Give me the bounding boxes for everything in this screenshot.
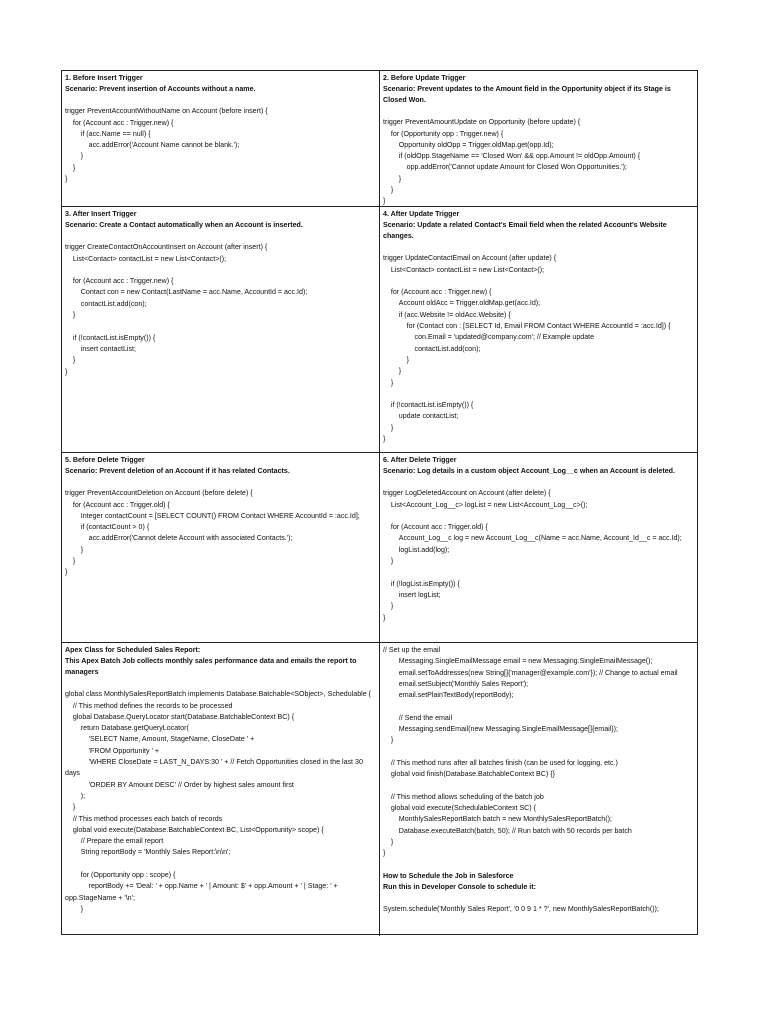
cell-heading: 6. After Delete Trigger Scenario: Log details in a custom object Account_Log__c when an Account is deleted. <box>383 456 675 475</box>
cell-heading: 1. Before Insert Trigger Scenario: Prevent insertion of Accounts without a name. <box>65 74 256 93</box>
cell-before-insert <box>62 71 380 206</box>
code-block: trigger PreventAccountDeletion on Account (before delete) { for (Account acc : Trigger.old) { Integer contactCount = [SELECT COUNT() FROM Contact WHERE AccountId = :acc.Id]; if (contactCount > 0) { acc.addError('Cannot delete Account with associated Contacts.'); } } } <box>65 489 360 577</box>
cell-heading: 5. Before Delete Trigger Scenario: Prevent deletion of an Account if it has related Contacts. <box>65 456 290 475</box>
schedule-code: System.schedule('Monthly Sales Report', '0 0 9 1 * ?', new MonthlySalesReportBatch()); <box>383 905 659 914</box>
code-block: trigger PreventAmountUpdate on Opportunity (before update) { for (Opportunity opp : Trigger.new) { Opportunity oldOpp = Trigger.oldMap.get(opp.Id); if (oldOpp.StageName == 'Closed Won' && opp.Amount != oldOpp.Amount) { opp.addError('Cannot update Amount for Closed Won Opportunities.'); } } } <box>383 118 641 206</box>
schedule-heading: How to Schedule the Job in Salesforce Run this in Developer Console to schedule it: <box>383 871 536 891</box>
cell-batch-class <box>62 643 380 936</box>
cell-after-delete <box>380 453 697 642</box>
code-block: // Set up the email Messaging.SingleEmailMessage email = new Messaging.SingleEmailMessage(); email.setToAddresses(new String[]{'manager@example.com'}); // Change to actual email email.setSubject('Monthly Sales Report'); email.setPlainTextBody(reportBody); // Send the email Messaging.sendEmail(new Messaging.SingleEmailMessage[]{email}); } // This method runs after all batches finish (can be used for logging, etc.) global void finish(Database.BatchableContext BC) {} // This method allows scheduling of the batch job global void execute(SchedulableContext SC) { MonthlySalesReportBatch batch = new MonthlySalesReportBatch(); Database.executeBatch(batch, 50); // Run batch with 50 records per batch } } <box>383 646 678 858</box>
cell-batch-class-continued <box>380 643 697 936</box>
code-block: trigger UpdateContactEmail on Account (after update) { List<Contact> contactList = new List<Contact>(); for (Account acc : Trigger.new) { Account oldAcc = Trigger.oldMap.get(acc.Id); if (acc.Website != oldAcc.Website) { for (Contact con : [SELECT Id, Email FROM Contact WHERE AccountId = :acc.Id]) { con.Email = 'updated@company.com'; // Example update contactList.add(con); } } } if (!contactList.isEmpty()) { update contactList; } } <box>383 254 671 444</box>
code-block: trigger PreventAccountWithoutName on Account (before insert) { for (Account acc : Trigger.new) { if (acc.Name == null) { acc.addError('Account Name cannot be blank.'); } } } <box>65 107 268 184</box>
code-block: trigger CreateContactOnAccountInsert on Account (after insert) { List<Contact> contactList = new List<Contact>(); for (Account acc : Trigger.new) { Contact con = new Contact(LastName = acc.Name, AccountId = acc.Id); contactList.add(con); } if (!contactList.isEmpty()) { insert contactList; } } <box>65 243 308 376</box>
cell-before-delete <box>62 453 380 642</box>
table-row <box>62 207 697 453</box>
cell-heading: 4. After Update Trigger Scenario: Update a related Contact's Email field when the related Account's Website changes. <box>383 210 667 240</box>
cell-heading: 2. Before Update Trigger Scenario: Prevent updates to the Amount field in the Opportunity object if its Stage is Closed Won. <box>383 74 671 104</box>
cell-heading: Apex Class for Scheduled Sales Report: This Apex Batch Job collects monthly sales performance data and emails the report to managers <box>65 646 357 676</box>
cell-after-update <box>380 207 697 452</box>
table-row <box>62 643 697 936</box>
cell-after-insert <box>62 207 380 452</box>
code-block: global class MonthlySalesReportBatch implements Database.Batchable<SObject>, Schedulable { // This method defines the records to be processed global Database.QueryLocator start(Database.BatchableContext BC) { return Database.getQueryLocator( 'SELECT Name, Amount, StageName, CloseDate ' + 'FROM Opportunity ' + 'WHERE CloseDate = LAST_N_DAYS:30 ' + // Fetch Opportunities closed in the last 30 days 'ORDER BY Amount DESC' // Order by highest sales amount first ); } // This method processes each batch of records global void execute(Database.BatchableContext BC, List<Opportunity> scope) { // Prepare the email report String reportBody = 'Monthly Sales Report:\n\n'; for (Opportunity opp : scope) { reportBody += 'Deal: ' + opp.Name + ' | Amount: $' + opp.Amount + ' | Stage: ' + opp.StageName + '\n'; } <box>65 690 371 913</box>
cell-heading: 3. After Insert Trigger Scenario: Create a Contact automatically when an Account is inserted. <box>65 210 303 229</box>
document-table <box>61 70 698 935</box>
cell-before-update <box>380 71 697 206</box>
table-row <box>62 453 697 643</box>
table-row <box>62 71 697 207</box>
code-block: trigger LogDeletedAccount on Account (after delete) { List<Account_Log__c> logList = new List<Account_Log__c>(); for (Account acc : Trigger.old) { Account_Log__c log = new Account_Log__c(Name = acc.Name, Account_Id__c = acc.Id); logList.add(log); } if (!logList.isEmpty()) { insert logList; } } <box>383 489 682 622</box>
